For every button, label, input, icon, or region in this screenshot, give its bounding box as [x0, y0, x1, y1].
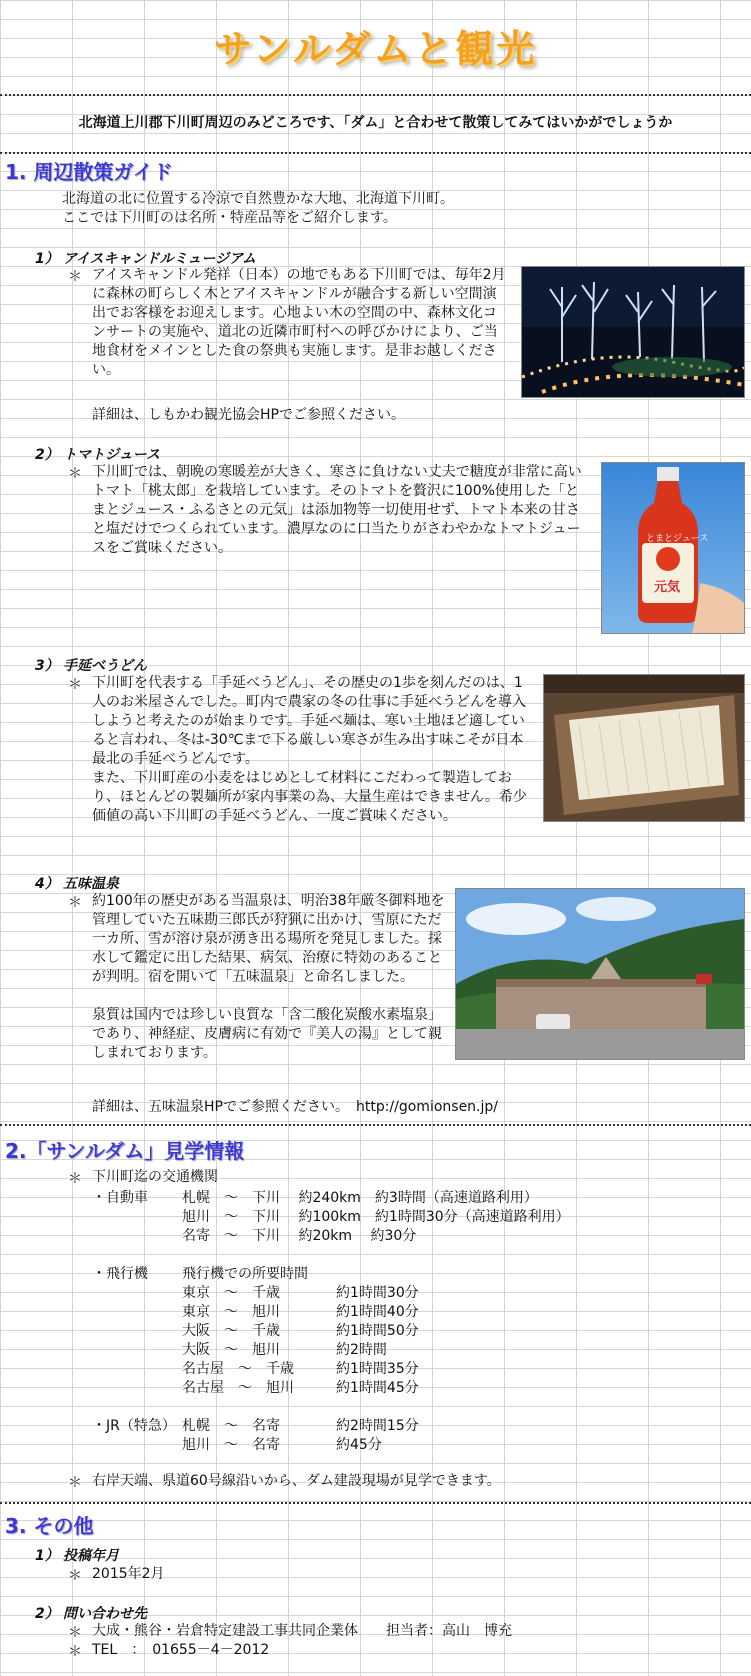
visit-note: 右岸天端、県道60号線沿いから、ダム建設現場が見学できます。: [92, 1473, 501, 1489]
section-heading-dam-tour: 2.「サンルダム」見学情報: [5, 1139, 245, 1163]
item-title-ice-candle: 1） アイスキャンドルミュージアム: [35, 251, 257, 267]
gomi-onsen-photo: [455, 888, 745, 1060]
bullet-mark: ＊: [68, 1644, 82, 1660]
bullet-mark: ＊: [68, 1625, 82, 1641]
item-title-gomi-onsen: 4） 五味温泉: [35, 876, 119, 892]
bullet-mark: ＊: [68, 466, 82, 482]
contact-org: 大成・熊谷・岩倉特定建設工事共同企業体 担当者：高山 博充: [92, 1623, 512, 1639]
bottle-sublabel: 元気: [654, 580, 681, 595]
bullet-mark: ＊: [68, 1171, 82, 1187]
plane-row: 東京 ～ 旭川 約1時間40分: [182, 1304, 419, 1320]
section-heading-guide: 1. 周辺散策ガイド: [5, 160, 173, 184]
section-lead: ここでは下川町のは名所・特産品等をご紹介します。: [62, 210, 397, 226]
bullet-mark: ＊: [68, 895, 82, 911]
divider: [0, 94, 751, 96]
car-row: 名寄 ～ 下川 約20km 約30分: [182, 1228, 417, 1244]
plane-row: 名古屋 ～ 旭川 約1時間45分: [182, 1380, 419, 1396]
item-detail-ice-candle: 詳細は、しもかわ観光協会HPでご参照ください。: [92, 407, 405, 423]
posted-date: 2015年2月: [92, 1566, 165, 1582]
ice-candle-photo: [521, 266, 745, 398]
sub-title-posted: 1） 投稿年月: [35, 1548, 119, 1564]
item-title-tomato-juice: 2） トマトジュース: [35, 447, 161, 463]
udon-photo: [543, 674, 745, 822]
bottle-label: とまとジュース: [646, 534, 709, 544]
item-title-udon: 3） 手延べうどん: [35, 658, 147, 674]
plane-row: 名古屋 ～ 千歳 約1時間35分: [182, 1361, 419, 1377]
item-text-gomi-onsen-2: 泉質は国内では珍しい良質な「含二酸化炭酸水素塩泉」であり、神経症、皮膚病に有効で『美人の湯』として親しまれております。: [92, 1007, 442, 1061]
jr-row: 札幌 ～ 名寄 約2時間15分: [182, 1418, 419, 1434]
car-label: ・自動車: [92, 1190, 148, 1206]
item-text-gomi-onsen: 約100年の歴史がある当温泉は、明治38年厳冬御料地を管理していた五味勘三郎氏が狩猟に出かけ、雪原にただ一カ所、雪が溶け泉が湧き出る場所を発見しました。採水して鑑定に出した結果、病気、治療に特効のあることが判明。宿を開いて「五味温泉」と命名しました。: [92, 893, 445, 985]
item-text-ice-candle: アイスキャンドル発祥（日本）の地でもある下川町では、毎年2月に森林の町らしく木とアイスキャンドルが融合する新しい空間演出でお客様をお迎えします。心地よい木の空間の中、森林文化コンサートの実施や、道北の近隣市町村への呼びかけにより、ご当地食材をメインとした食の祭典も実施します。是非お越しください。: [92, 267, 506, 378]
contact-tel: TEL ： 01655－4－2012: [92, 1642, 270, 1658]
access-heading: 下川町迄の交通機関: [92, 1169, 218, 1185]
section-heading-other: 3. その他: [5, 1514, 94, 1538]
page-title: サンルダムと観光: [213, 27, 538, 71]
sub-title-contact: 2） 問い合わせ先: [35, 1606, 147, 1622]
jr-label: ・JR（特急）: [92, 1418, 176, 1434]
intro-text: 北海道上川郡下川町周辺のみどころです、「ダム」と合わせて散策してみてはいかがでしょうか: [78, 115, 673, 131]
plane-label: ・飛行機: [92, 1266, 148, 1282]
plane-row: 大阪 ～ 千歳 約1時間50分: [182, 1323, 419, 1339]
bullet-mark: ＊: [68, 1568, 82, 1584]
tomato-juice-photo: [601, 462, 745, 634]
divider: [0, 152, 751, 154]
item-text-tomato-juice: 下川町では、朝晩の寒暖差が大きく、寒さに負けない丈夫で糖度が非常に高いトマト「桃太郎」を栽培しています。そのトマトを贅沢に100%使用した「とまとジュース・ふるさとの元気」は添加物等一切使用せず、トマト本来の甘さと塩だけでつくられています。濃厚なのに口当たりがさわやかなトマトジュースをご賞味ください。: [92, 464, 582, 556]
car-row: 旭川 ～ 下川 約100km 約1時間30分（高速道路利用）: [182, 1209, 570, 1225]
bullet-mark: ＊: [68, 1475, 82, 1491]
plane-heading: 飛行機での所要時間: [182, 1266, 308, 1282]
bullet-mark: ＊: [68, 677, 82, 693]
item-detail-gomi-onsen: 詳細は、五味温泉HPでご参照ください。 http://gomionsen.jp/: [92, 1099, 498, 1115]
item-text-udon-2: また、下川町産の小麦をはじめとして材料にこだわって製造しており、ほとんどの製麺所が家内事業の為、大量生産はできません。希少価値の高い下川町の手延べうどん、一度ご賞味ください。: [92, 770, 527, 824]
bullet-mark: ＊: [68, 269, 82, 285]
divider: [0, 1124, 751, 1126]
divider: [0, 1502, 751, 1504]
section-lead: 北海道の北に位置する冷涼で自然豊かな大地、北海道下川町。: [62, 191, 454, 207]
plane-row: 大阪 ～ 旭川 約2時間: [182, 1342, 387, 1358]
item-text-udon: 下川町を代表する「手延べうどん」、その歴史の1歩を刻んだのは、1人のお米屋さんでした。町内で農家の冬の仕事に手延べうどんを導入しようと考えたのが始まりです。手延べ麺は、寒い土地ほど適していると言われ、冬は-30℃まで下る厳しい寒さが生み出す味こそが日本最北の手延べうどんです。: [92, 675, 526, 767]
jr-row: 旭川 ～ 名寄 約45分: [182, 1437, 382, 1453]
car-row: 札幌 ～ 下川 約240km 約3時間（高速道路利用）: [182, 1190, 538, 1206]
plane-row: 東京 ～ 千歳 約1時間30分: [182, 1285, 419, 1301]
